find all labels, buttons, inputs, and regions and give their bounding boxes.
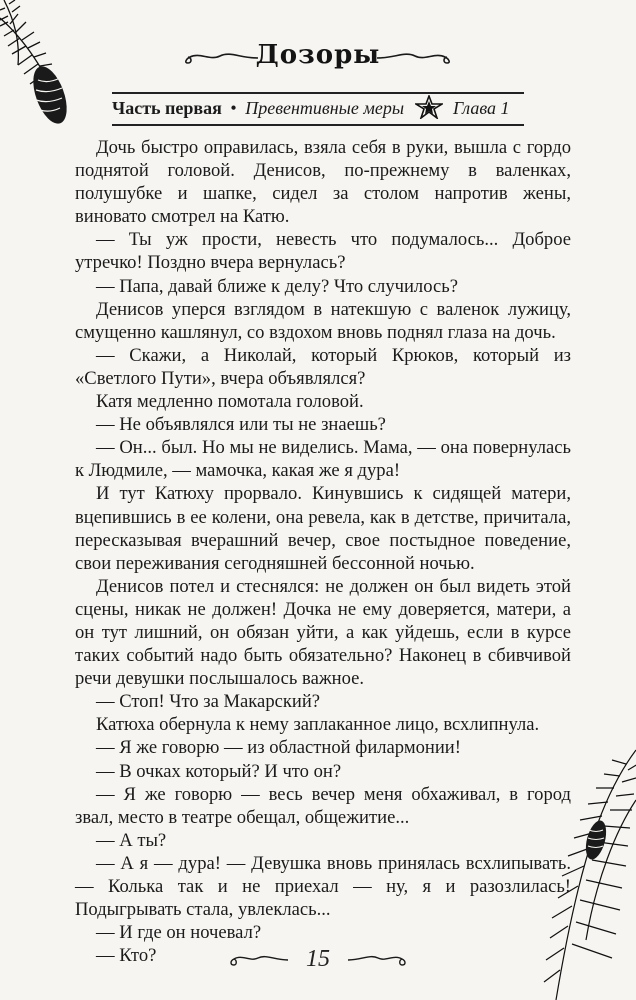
paragraph: Денисов потел и стеснялся: не должен он был видеть этой сцены, никак не должен! Дочка не ему доверяется, матери, а он тут лишний, он обязан уйти, а как уйдешь, если в курсе таких событий надо быть обязательно? Наконец в сбивчивой речи девушки послышалось важное. xyxy=(75,575,571,690)
flourish-left-icon xyxy=(226,951,290,969)
page-number: 15 xyxy=(306,946,330,972)
star-icon xyxy=(415,95,443,119)
paragraph: Дочь быстро оправилась, взяла себя в руки, вышла с гордо поднятой головой. Денисов, по-прежнему в валенках, полушубке и шапке, сидел за столом напротив жены, виновато смотрел на Катю. xyxy=(75,137,571,228)
paragraph: — Скажи, а Николай, который Крюков, который из «Светлого Пути», вчера объявлялся? xyxy=(75,344,571,389)
paragraph: — Кто? xyxy=(96,945,157,967)
paragraph: — А я — дура! — Девушка вновь принялась всхлипывать. — Колька так и не приехал — ну, я и разозлилась! Подыгрывать стала, увлеклась... xyxy=(75,852,571,921)
paragraph: — Не объявлялся или ты не знаешь? xyxy=(96,414,386,436)
paragraph: — Он... был. Но мы не виделись. Мама, — она повернулась к Людмиле, — мамочка, какая же я дура! xyxy=(75,437,571,482)
series-title: Дозоры xyxy=(255,40,381,70)
chapter-label: Глава 1 xyxy=(453,98,510,118)
paragraph: — Я же говорю — из областной филармонии! xyxy=(96,737,461,759)
part-label: Часть первая xyxy=(112,98,222,118)
paragraph: — В очках который? И что он? xyxy=(96,760,342,782)
section-title: Превентивные меры xyxy=(245,98,405,118)
page-footer xyxy=(0,946,636,973)
paragraph: — А ты? xyxy=(96,829,167,851)
paragraph: И тут Катюху прорвало. Кинувшись к сидящей матери, вцепившись в ее колени, она ревела, как в детстве, причитала, пересказывая вчерашний вечер, свое постыдное поведение, свои переживания сегодняшней бессонной ночью. xyxy=(75,483,571,574)
flourish-right-icon xyxy=(346,951,410,969)
paragraph: — Ты уж прости, невесть что подумалось... Доброе утречко! Поздно вчера вернулась? xyxy=(75,229,571,274)
paragraph: Катюха обернула к нему заплаканное лицо, всхлипнула. xyxy=(96,714,540,736)
separator-bullet: • xyxy=(230,98,237,118)
paragraph: Денисов уперся взглядом в натекшую с валенок лужицу, смущенно кашлянул, со вздохом вновь поднял глаза на дочь. xyxy=(75,298,571,343)
body-text xyxy=(75,136,571,967)
paragraph: Катя медленно помотала головой. xyxy=(96,391,364,413)
paragraph: — Стоп! Что за Макарский? xyxy=(96,691,321,713)
flourish-right-icon xyxy=(375,48,455,68)
paragraph: — Я же говорю — весь вечер меня обхаживал, в город звал, место в театре обещал, общежитие... xyxy=(75,783,571,828)
paragraph: — И где он ночевал? xyxy=(96,922,262,944)
paragraph: — Папа, давай ближе к делу? Что случилось? xyxy=(96,275,458,297)
running-head xyxy=(112,92,524,126)
